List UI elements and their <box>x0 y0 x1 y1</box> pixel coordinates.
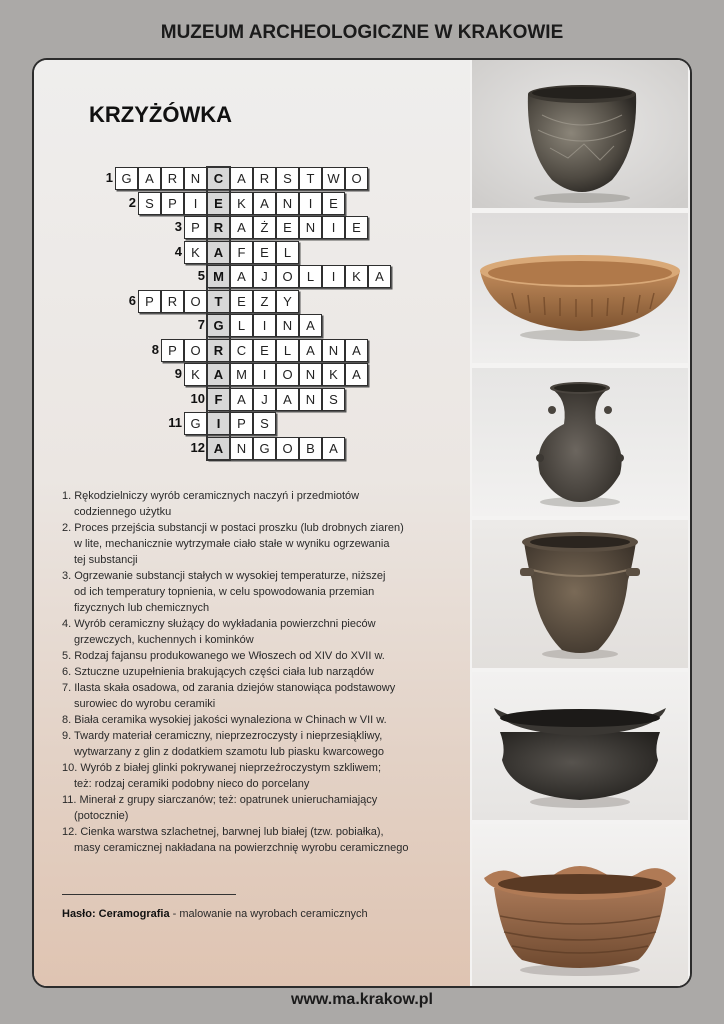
letter-cell: L <box>276 241 299 264</box>
lugged-pot-photo <box>472 520 688 668</box>
clue-number: 4. <box>62 618 75 630</box>
crossword-row <box>34 265 470 288</box>
row-number: 9 <box>174 366 182 381</box>
letter-cell: K <box>230 192 253 215</box>
clue-item <box>62 728 457 760</box>
letter-cell: N <box>299 388 322 411</box>
letter-cell: R <box>161 167 184 190</box>
wavy-rim-bowl-photo <box>472 824 688 986</box>
dark-flared-bowl-photo <box>472 672 688 820</box>
letter-cell: E <box>322 192 345 215</box>
key-letter-cell: I <box>207 412 230 435</box>
crossword-row <box>34 363 470 386</box>
shallow-ribbed-bowl-photo <box>472 213 688 363</box>
row-number: 6 <box>128 292 136 308</box>
clue-text: Twardy materiał ceramiczny, nieprzezroczysty i nieprzesiąkliwy, <box>74 730 383 742</box>
clue-text: Wyrób z białej glinki pokrywanej nieprzeźroczystym szkliwem; <box>80 762 382 774</box>
key-letter-cell: G <box>207 314 230 337</box>
row-number: 4 <box>174 243 182 259</box>
letter-cell: P <box>184 216 207 239</box>
clue-item <box>62 760 457 792</box>
letter-cell: R <box>161 290 184 313</box>
row-number: 10 <box>190 390 205 406</box>
clue-text: od ich temperatury topnienia, w celu spowodowania przemian <box>74 586 375 598</box>
clue-list <box>62 488 457 856</box>
clue-number: 6. <box>62 666 75 678</box>
crossword-row <box>34 339 470 362</box>
letter-cell: O <box>184 290 207 313</box>
letter-cell: E <box>253 339 276 362</box>
clue-text: fizycznych lub chemicznych <box>74 602 210 614</box>
letter-cell: I <box>322 265 345 288</box>
clue-text: wytwarzany z glin z dodatkiem szamotu lub piasku kwarcowego <box>74 746 384 758</box>
puzzle-column <box>34 60 470 986</box>
letter-cell: F <box>230 241 253 264</box>
letter-cell: N <box>299 216 322 239</box>
key-letter-cell: M <box>207 265 230 288</box>
letter-cell: A <box>138 167 161 190</box>
letter-cell: O <box>276 363 299 386</box>
clue-item <box>62 488 457 520</box>
clue-text: Cienka warstwa szlachetnej, barwnej lub białej (tzw. pobiałka), <box>80 826 384 838</box>
answer-label: Hasło: Ceramografia <box>62 908 170 920</box>
letter-cell: L <box>276 339 299 362</box>
answer-text: - malowanie na wyrobach ceramicznych <box>169 908 368 920</box>
clue-text: Wyrób ceramiczny służący do wykładania powierzchni pieców <box>74 618 376 630</box>
key-letter-cell: A <box>207 363 230 386</box>
letter-cell: G <box>115 167 138 190</box>
clue-text: tej substancji <box>74 554 138 566</box>
letter-cell: A <box>253 192 276 215</box>
clue-item <box>62 664 457 680</box>
key-letter-cell: E <box>207 192 230 215</box>
letter-cell: C <box>230 339 253 362</box>
letter-cell: Z <box>253 290 276 313</box>
letter-cell: N <box>184 167 207 190</box>
letter-cell: O <box>276 437 299 460</box>
letter-cell: A <box>230 265 253 288</box>
letter-cell: I <box>253 314 276 337</box>
letter-cell: M <box>230 363 253 386</box>
letter-cell: K <box>184 241 207 264</box>
clue-text: Minerał z grupy siarczanów; też: opatrunek unieruchamiający <box>79 794 378 806</box>
letter-cell: N <box>230 437 253 460</box>
letter-cell: E <box>276 216 299 239</box>
clue-text: Rękodzielniczy wyrób ceramicznych naczyń i przedmiotów <box>74 490 360 502</box>
row-number: 12 <box>190 439 205 455</box>
letter-cell: E <box>345 216 368 239</box>
clue-text: Biała ceramika wysokiej jakości wynaleziona w Chinach w VII w. <box>74 714 387 726</box>
letter-cell: K <box>322 363 345 386</box>
row-number: 8 <box>151 341 159 357</box>
clue-text: grzewczych, kuchennych i kominków <box>74 634 254 646</box>
letter-cell: N <box>322 339 345 362</box>
row-number: 3 <box>174 219 182 234</box>
clue-number: 3. <box>62 570 75 582</box>
answer-divider <box>62 894 236 895</box>
letter-cell: A <box>230 388 253 411</box>
letter-cell: G <box>184 412 207 435</box>
letter-cell: I <box>299 192 322 215</box>
clue-number: 10. <box>62 762 81 774</box>
clue-text: Sztuczne uzupełnienia brakujących części ciała lub narządów <box>74 666 374 678</box>
letter-cell: O <box>276 265 299 288</box>
letter-cell: S <box>322 388 345 411</box>
letter-cell: Ż <box>253 216 276 239</box>
letter-cell: P <box>161 339 184 362</box>
letter-cell: Y <box>276 290 299 313</box>
crossword-row <box>34 167 470 190</box>
dark-round-bowl-photo <box>472 60 688 208</box>
letter-cell: A <box>299 339 322 362</box>
letter-cell: A <box>299 314 322 337</box>
clue-number: 8. <box>62 714 75 726</box>
letter-cell: P <box>138 290 161 313</box>
clue-item <box>62 568 457 616</box>
key-letter-cell: F <box>207 388 230 411</box>
row-number: 2 <box>128 194 136 210</box>
letter-cell: N <box>276 314 299 337</box>
row-number: 5 <box>197 268 205 283</box>
museum-title: MUZEUM ARCHEOLOGICZNE W KRAKOWIE <box>160 22 564 43</box>
letter-cell: A <box>230 216 253 239</box>
clue-text: Ogrzewanie substancji stałych w wysokiej temperaturze, niższej <box>74 570 386 582</box>
clue-number: 9. <box>62 730 75 742</box>
letter-cell: L <box>230 314 253 337</box>
letter-cell: N <box>299 363 322 386</box>
crossword-row <box>34 437 470 460</box>
puzzle-title: KRZYŻÓWKA <box>89 102 232 127</box>
clue-number: 12. <box>62 826 81 838</box>
letter-cell: I <box>184 192 207 215</box>
clue-number: 5. <box>62 650 75 662</box>
letter-cell: T <box>299 167 322 190</box>
answer-line <box>62 908 368 920</box>
letter-cell: A <box>368 265 391 288</box>
letter-cell: W <box>322 167 345 190</box>
letter-cell: E <box>230 290 253 313</box>
letter-cell: S <box>253 412 276 435</box>
crossword-row <box>34 192 470 215</box>
letter-cell: A <box>276 388 299 411</box>
letter-cell: S <box>276 167 299 190</box>
clue-text: surowiec do wyrobu ceramiki <box>74 698 216 710</box>
letter-cell: G <box>253 437 276 460</box>
clue-text: w lite, mechanicznie wytrzymałe ciało stałe w wyniku ogrzewania <box>74 538 390 550</box>
letter-cell: S <box>138 192 161 215</box>
crossword-row <box>34 388 470 411</box>
clue-text: Rodzaj fajansu produkowanego we Włoszech od XIV do XVII w. <box>74 650 385 662</box>
letter-cell: A <box>322 437 345 460</box>
crossword-row <box>34 412 470 435</box>
clue-item <box>62 648 457 664</box>
letter-cell: O <box>184 339 207 362</box>
letter-cell: I <box>322 216 345 239</box>
crossword-row <box>34 314 470 337</box>
clue-item <box>62 680 457 712</box>
letter-cell: P <box>161 192 184 215</box>
clue-number: 2. <box>62 522 75 534</box>
key-letter-cell: R <box>207 216 230 239</box>
row-number: 1 <box>105 170 113 185</box>
key-letter-cell: A <box>207 241 230 264</box>
letter-cell: A <box>345 339 368 362</box>
clue-item <box>62 712 457 728</box>
clue-text: masy ceramicznej nakładana na powierzchnię wyrobu ceramicznego <box>74 842 409 854</box>
letter-cell: J <box>253 265 276 288</box>
crossword-row <box>34 241 470 264</box>
row-number: 11 <box>168 415 182 430</box>
clue-number: 7. <box>62 682 75 694</box>
key-letter-cell: T <box>207 290 230 313</box>
clue-text: Proces przejścia substancji w postaci proszku (lub drobnych ziaren) <box>74 522 404 534</box>
row-number: 7 <box>197 317 205 332</box>
clue-number: 1. <box>62 490 75 502</box>
clue-text: Ilasta skała osadowa, od zarania dziejów stanowiąca podstawowy <box>74 682 396 694</box>
clue-item <box>62 520 457 568</box>
letter-cell: K <box>184 363 207 386</box>
letter-cell: E <box>253 241 276 264</box>
crossword-row <box>34 290 470 313</box>
clue-text: (potocznie) <box>74 810 129 822</box>
letter-cell: A <box>345 363 368 386</box>
letter-cell: L <box>299 265 322 288</box>
photo-column <box>470 60 690 986</box>
key-letter-cell: A <box>207 437 230 460</box>
footed-vase-photo <box>472 368 688 516</box>
letter-cell: K <box>345 265 368 288</box>
letter-cell: R <box>253 167 276 190</box>
clue-text: też: rodzaj ceramiki podobny nieco do porcelany <box>74 778 310 790</box>
letter-cell: N <box>276 192 299 215</box>
key-letter-cell: R <box>207 339 230 362</box>
clue-item <box>62 792 457 824</box>
puzzle-panel <box>32 58 692 988</box>
clue-number: 11. <box>62 794 80 806</box>
website-link[interactable]: www.ma.krakow.pl <box>291 991 433 1008</box>
letter-cell: O <box>345 167 368 190</box>
crossword-row <box>34 216 470 239</box>
clue-item <box>62 616 457 648</box>
letter-cell: J <box>253 388 276 411</box>
letter-cell: I <box>253 363 276 386</box>
letter-cell: P <box>230 412 253 435</box>
clue-item <box>62 824 457 856</box>
letter-cell: A <box>230 167 253 190</box>
key-letter-cell: C <box>207 167 230 190</box>
clue-text: codziennego użytku <box>74 506 172 518</box>
letter-cell: B <box>299 437 322 460</box>
